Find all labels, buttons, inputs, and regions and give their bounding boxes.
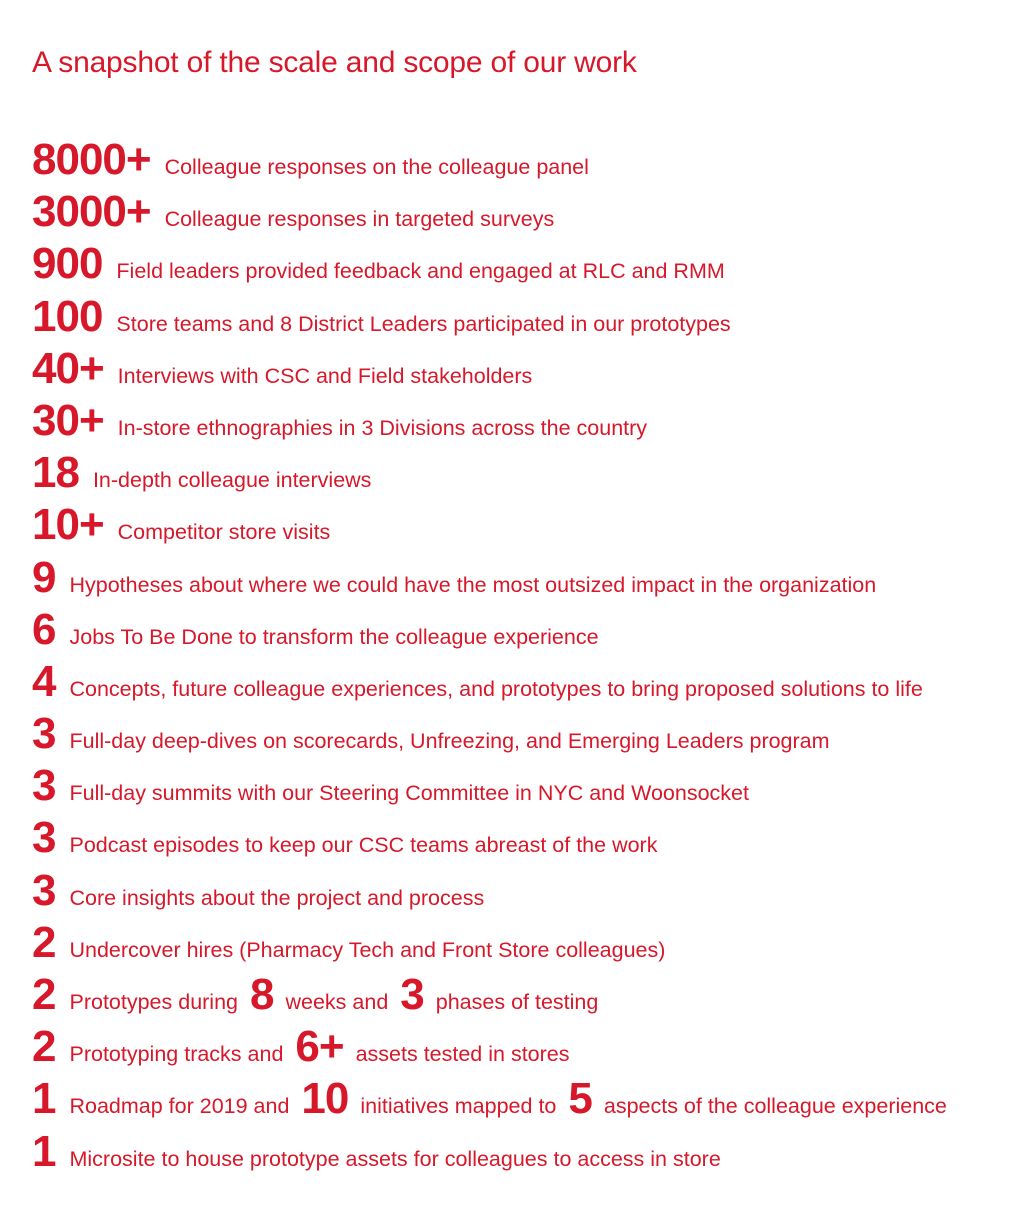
stat-row [32,134,992,186]
stat-number: 6 [32,604,56,654]
stat-description: aspects of the colleague experience [603,1094,947,1119]
stat-description: Colleague responses in targeted surveys [164,207,555,232]
stat-inline-number: 5 [568,1074,592,1124]
stat-description: Concepts, future colleague experiences, and prototypes to bring proposed solutions to life [69,676,923,701]
stat-number: 1 [32,1126,56,1176]
stat-row [32,395,992,447]
stat-number: 2 [32,1022,56,1072]
stat-description: In-depth colleague interviews [92,468,372,493]
stat-number: 30+ [32,395,104,445]
stat-description: Full-day summits with our Steering Committee in NYC and Woonsocket [69,781,749,806]
stat-description: Store teams and 8 District Leaders participated in our prototypes [116,311,731,336]
page-title: A snapshot of the scale and scope of our work [32,46,637,79]
stat-number: 1 [32,1074,56,1124]
stat-description: assets tested in stores [355,1042,570,1067]
stat-number: 900 [32,239,103,289]
stat-row [32,238,992,290]
stat-inline-number: 10 [301,1074,349,1124]
stat-number: 3 [32,709,56,759]
stat-number: 100 [32,291,103,341]
stat-number: 3 [32,813,56,863]
stat-description: phases of testing [435,990,599,1014]
stat-description: Prototyping tracks and [69,1042,284,1067]
stat-inline-number: 8 [250,970,274,1019]
stat-number: 4 [32,656,56,706]
stat-number: 2 [32,970,56,1019]
stat-number: 9 [32,552,56,602]
stat-description: In-store ethnographies in 3 Divisions across the country [117,415,648,440]
stat-row [32,969,992,1021]
stat-row [32,708,992,760]
stat-row [32,917,992,969]
stat-description: Prototypes during [69,990,238,1014]
stat-description: Full-day deep-dives on scorecards, Unfreezing, and Emerging Leaders program [69,729,830,754]
stat-number: 10+ [32,500,104,550]
stats-list [32,134,992,1178]
stat-number: 2 [32,917,56,967]
stat-row [32,447,992,499]
stat-row [32,552,992,604]
stat-inline-number: 3 [400,970,424,1019]
stat-number: 3000+ [32,187,151,237]
stat-number: 8000+ [32,135,151,184]
stat-row [32,656,992,708]
stat-row [32,604,992,656]
stat-description: Undercover hires (Pharmacy Tech and Front Store colleagues) [69,937,666,962]
stat-description: Jobs To Be Done to transform the colleague experience [69,624,599,649]
stat-description: Roadmap for 2019 and [69,1094,290,1119]
stat-row [32,499,992,551]
stat-description: Microsite to house prototype assets for colleagues to access in store [69,1146,721,1171]
stat-row [32,865,992,917]
stat-number: 3 [32,761,56,811]
stat-number: 3 [32,865,56,915]
stat-row [32,760,992,812]
stat-row [32,291,992,343]
stat-description: Colleague responses on the colleague panel [164,155,589,179]
stat-number: 18 [32,448,79,498]
stat-description: weeks and [285,990,389,1014]
stat-description: Podcast episodes to keep our CSC teams abreast of the work [69,833,658,858]
stat-row [32,1073,992,1125]
stat-description: Core insights about the project and process [69,885,485,910]
stat-description: Hypotheses about where we could have the most outsized impact in the organization [69,572,877,597]
stat-description: Field leaders provided feedback and engaged at RLC and RMM [116,259,725,284]
stat-row [32,1126,992,1178]
stat-description: Competitor store visits [117,520,331,545]
stat-row [32,186,992,238]
stat-inline-number: 6+ [295,1022,344,1072]
stat-row [32,1021,992,1073]
stat-description: Interviews with CSC and Field stakeholders [117,363,533,388]
stat-number: 40+ [32,343,104,393]
stat-row [32,812,992,864]
stat-row [32,343,992,395]
stat-description: initiatives mapped to [360,1094,557,1119]
